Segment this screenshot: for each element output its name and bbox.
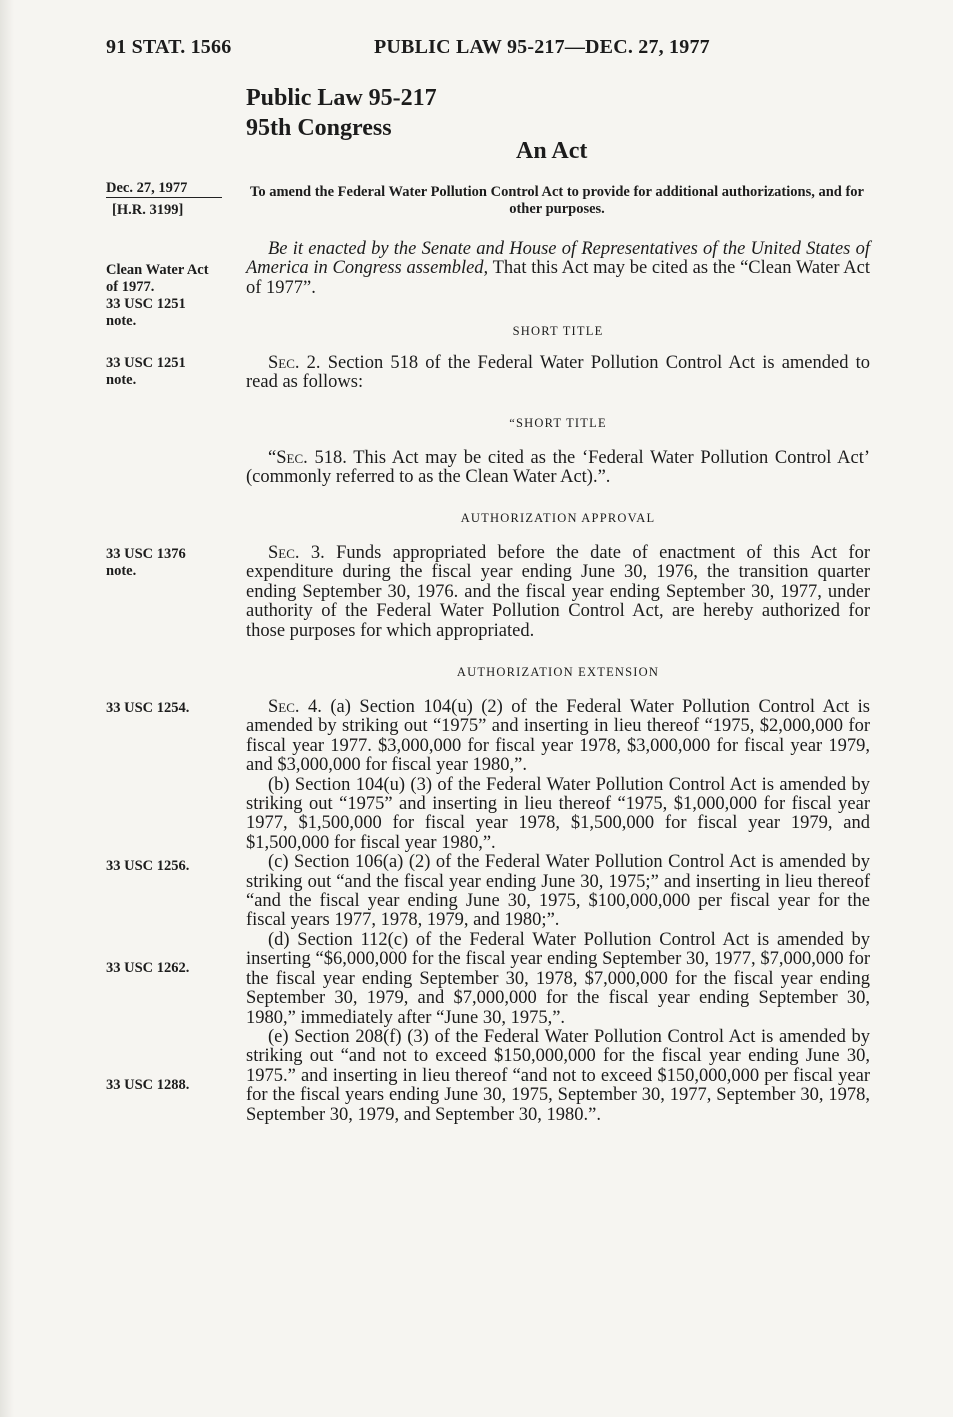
an-act-heading: An Act: [516, 138, 588, 164]
section-4e: (e) Section 208(f) (3) of the Federal Water Pollution Control Act is amended by striking out “and not to exceed $150,000,000 for the fiscal year ending June 30, 1975.” and inserting in lieu thereof “and not to exceed $150,000,000 per fiscal year for the fiscal years ending June 30, 1975, September 30, 1977, September 30, 1978, September 30, 1979, and September 30, 1980.”.: [246, 1026, 870, 1125]
section-3: [246, 544, 870, 641]
margin-date: [106, 180, 234, 197]
margin-line: 33 USC 1376: [106, 546, 186, 562]
section-4a: [246, 698, 870, 776]
congress-number: 95th Congress: [246, 115, 392, 141]
enacting-clause: [246, 240, 870, 298]
heading-short-title: SHORT TITLE: [512, 324, 604, 338]
margin-line: 33 USC 1251: [106, 296, 186, 312]
margin-bill: [112, 202, 240, 219]
enacting-formula: Be it enacted by the Senate and House of Representatives of the United States of America in Congress assembled,: [246, 239, 870, 279]
heading-authorization-approval: AUTHORIZATION APPROVAL: [460, 511, 656, 525]
margin-line: 33 USC 1254.: [106, 700, 190, 716]
margin-usc-1251: [106, 355, 234, 389]
margin-usc-1256: [106, 858, 234, 875]
section-518: [246, 449, 870, 488]
margin-line: 33 USC 1256.: [106, 858, 190, 874]
section-label: “Sec. 518.: [268, 448, 347, 468]
section-text: Funds appropriated before the date of enactment of this Act for expenditure during the fiscal year ending June 30, 1976, the transition quarter ending September 30, 1976. and the fiscal year ending September 30, 1977, under authority of the Federal Water Pollution Control Act, are hereby authorized for those purposes for which appropriated.: [246, 543, 870, 641]
margin-usc-1262: [106, 960, 234, 977]
statute-page-number: 91 STAT. 1566: [106, 36, 232, 58]
margin-usc-1288: [106, 1077, 234, 1094]
enacting-rest: That this Act may be cited as the “Clean Water Act of 1977”.: [246, 258, 870, 298]
heading-authorization-extension: AUTHORIZATION EXTENSION: [456, 665, 660, 679]
section-label: Sec. 4.: [268, 697, 322, 717]
margin-usc-1254: [106, 700, 234, 717]
section-text: Section 518 of the Federal Water Pollution Control Act is amended to read as follows:: [246, 353, 871, 393]
margin-line: note.: [106, 372, 137, 388]
margin-line: 33 USC 1262.: [106, 960, 190, 976]
section-2: [246, 354, 870, 393]
margin-line: note.: [106, 563, 137, 579]
running-header: PUBLIC LAW 95-217—DEC. 27, 1977: [374, 36, 710, 58]
section-4d: (d) Section 112(c) of the Federal Water Pollution Control Act is amended by inserting “$6,000,000 for the fiscal year ending September 30, 1977, $7,000,000 for the fiscal year ending September 30, 1978, $7,000,000 for the fiscal year ending September 30, 1979, and $7,000,000 for the fiscal year ending September 30, 1980,” immediately after “June 30, 1975,”.: [246, 929, 870, 1028]
date-rule: [106, 197, 222, 198]
section-label: Sec. 3.: [268, 543, 325, 563]
enactment-date: Dec. 27, 1977: [106, 180, 188, 196]
margin-short-title-note: [106, 262, 234, 330]
margin-line: Clean Water Act: [106, 262, 209, 278]
margin-line: of 1977.: [106, 279, 155, 295]
page-edge-shadow: [0, 0, 14, 1417]
section-4b: (b) Section 104(u) (3) of the Federal Water Pollution Control Act is amended by striking out “1975” and inserting in lieu thereof “1975, $1,000,000 for fiscal year 1977, $1,500,000 for fiscal year 1978, $1,500,000 for fiscal year 1979, and $1,500,000 for fiscal year 1980,”.: [246, 774, 870, 853]
bill-number: [H.R. 3199]: [112, 202, 184, 218]
section-4: [246, 698, 870, 1125]
act-purpose: To amend the Federal Water Pollution Control Act to provide for additional authorizations, and for other purposes.: [250, 184, 864, 217]
section-label: Sec. 2.: [268, 353, 321, 373]
public-law-number: Public Law 95-217: [246, 85, 437, 111]
margin-usc-1376: [106, 546, 234, 580]
section-text: This Act may be cited as the ‘Federal Water Pollution Control Act’ (commonly referred to as the Clean Water Act).”.: [246, 448, 870, 488]
margin-line: note.: [106, 313, 137, 329]
section-4c: (c) Section 106(a) (2) of the Federal Water Pollution Control Act is amended by striking out “and the fiscal year ending June 30, 1975;” and inserting in lieu thereof “and the fiscal year ending June 30, 1975, $100,000,000 per fiscal year for the fiscal years 1977, 1978, 1979, and 1980;”.: [246, 852, 870, 931]
margin-line: 33 USC 1251: [106, 355, 186, 371]
margin-line: 33 USC 1288.: [106, 1077, 190, 1093]
section-text: (a) Section 104(u) (2) of the Federal Water Pollution Control Act is amended by striking out “1975” and inserting in lieu thereof “1975, $2,000,000 for fiscal year 1977. $3,000,000 for fiscal year 1978, $3,000,000 for fiscal year 1979, and $3,000,000 for fiscal year 1980,”.: [246, 697, 870, 776]
heading-quoted-short-title: “SHORT TITLE: [509, 416, 607, 430]
